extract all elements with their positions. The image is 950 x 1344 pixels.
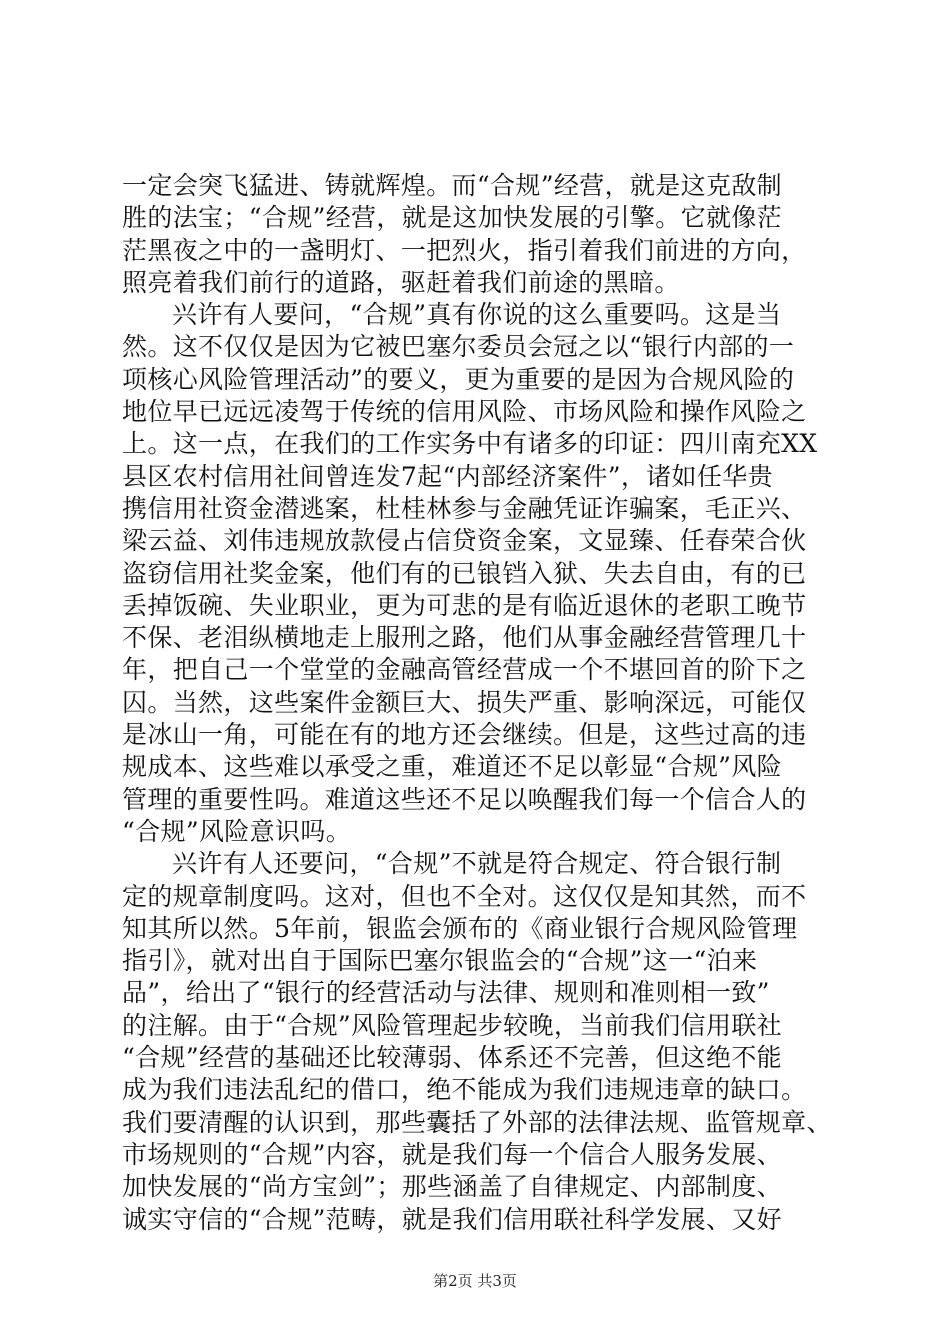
text-line: 然。这不仅仅是因为它被巴塞尔委员会冠之以“银行内部的一: [122, 332, 795, 362]
text-line: 我们要清醒的认识到，那些囊括了外部的法律法规、监管规章、: [122, 1107, 832, 1137]
text-line: 指引》，就对出自于国际巴塞尔银监会的“合规”这一“泊来: [122, 946, 758, 976]
text-line: 胜的法宝；“合规”经营，就是这加快发展的引擎。它就像茫: [122, 203, 783, 233]
text-line: 上。这一点，在我们的工作实务中有诸多的印证：四川南充XX: [122, 429, 818, 459]
text-line: 梁云益、刘伟违规放款侵占信贷资金案，文显臻、任春荣合伙: [122, 526, 807, 556]
text-line: 年，把自己一个堂堂的金融高管经营成一个不堪回首的阶下之: [122, 655, 807, 685]
paragraph-first-line: 兴许有人还要问，“合规”不就是符合规定、符合银行制: [172, 849, 782, 879]
text-line: 知其所以然。5年前，银监会颁布的《商业银行合规风险管理: [122, 913, 798, 943]
text-line: 加快发展的“尚方宝剑”；那些涵盖了自律规定、内部制度、: [122, 1172, 783, 1202]
text-line: “合规”风险意识吗。: [122, 816, 352, 846]
text-line: “合规”经营的基础还比较薄弱、体系还不完善，但这绝不能: [122, 1043, 783, 1073]
text-line: 携信用社资金潜逃案，杜桂林参与金融凭证诈骗案，毛正兴、: [122, 493, 807, 523]
text-line: 盗窃信用社奖金案，他们有的已锒铛入狱、失去自由，有的已: [122, 558, 807, 588]
text-line: 是冰山一角，可能在有的地方还会继续。但是，这些过高的违: [122, 720, 807, 750]
text-line: 囚。当然，这些案件金额巨大、损失严重、影响深远，可能仅: [122, 687, 807, 717]
paragraph-first-line: 兴许有人要问，“合规”真有你说的这么重要吗。这是当: [172, 300, 782, 330]
text-line: 丢掉饭碗、失业职业，更为可悲的是有临近退休的老职工晚节: [122, 590, 807, 620]
text-line: 茫黑夜之中的一盏明灯、一把烈火，指引着我们前进的方向，: [122, 235, 807, 265]
text-line: 照亮着我们前行的道路，驱赶着我们前途的黑暗。: [122, 267, 680, 297]
text-line: 一定会突飞猛进、铸就辉煌。而“合规”经营，就是这克敌制: [122, 171, 783, 200]
text-line: 县区农村信用社间曾连发7起“内部经济案件”，诸如任华贵: [122, 461, 773, 491]
text-line: 品”，给出了“银行的经营活动与法律、规则和准则相一致”: [122, 978, 770, 1008]
text-line: 诚实守信的“合规”范畴，就是我们信用联社科学发展、又好: [122, 1204, 783, 1234]
text-line: 管理的重要性吗。难道这些还不足以唤醒我们每一个信合人的: [122, 784, 807, 814]
text-line: 的注解。由于“合规”风险管理起步较晚，当前我们信用联社: [122, 1010, 783, 1040]
text-line: 规成本、这些难以承受之重，难道还不足以彰显“合规”风险: [122, 752, 783, 782]
text-line: 成为我们违法乱纪的借口，绝不能成为我们违规违章的缺口。: [122, 1075, 807, 1105]
text-line: 项核心风险管理活动”的要义，更为重要的是因为合规风险的: [122, 364, 795, 394]
text-line: 市场规则的“合规”内容，就是我们每一个信合人服务发展、: [122, 1139, 783, 1169]
page-number-footer: 第2页 共3页: [433, 1272, 517, 1290]
text-line: 定的规章制度吗。这对，但也不全对。这仅仅是知其然，而不: [122, 881, 807, 911]
document-body: [122, 170, 834, 1236]
text-line: 地位早已远远凌驾于传统的信用风险、市场风险和操作风险之: [122, 397, 807, 427]
text-line: 不保、老泪纵横地走上服刑之路，他们从事金融经营管理几十: [122, 623, 807, 653]
